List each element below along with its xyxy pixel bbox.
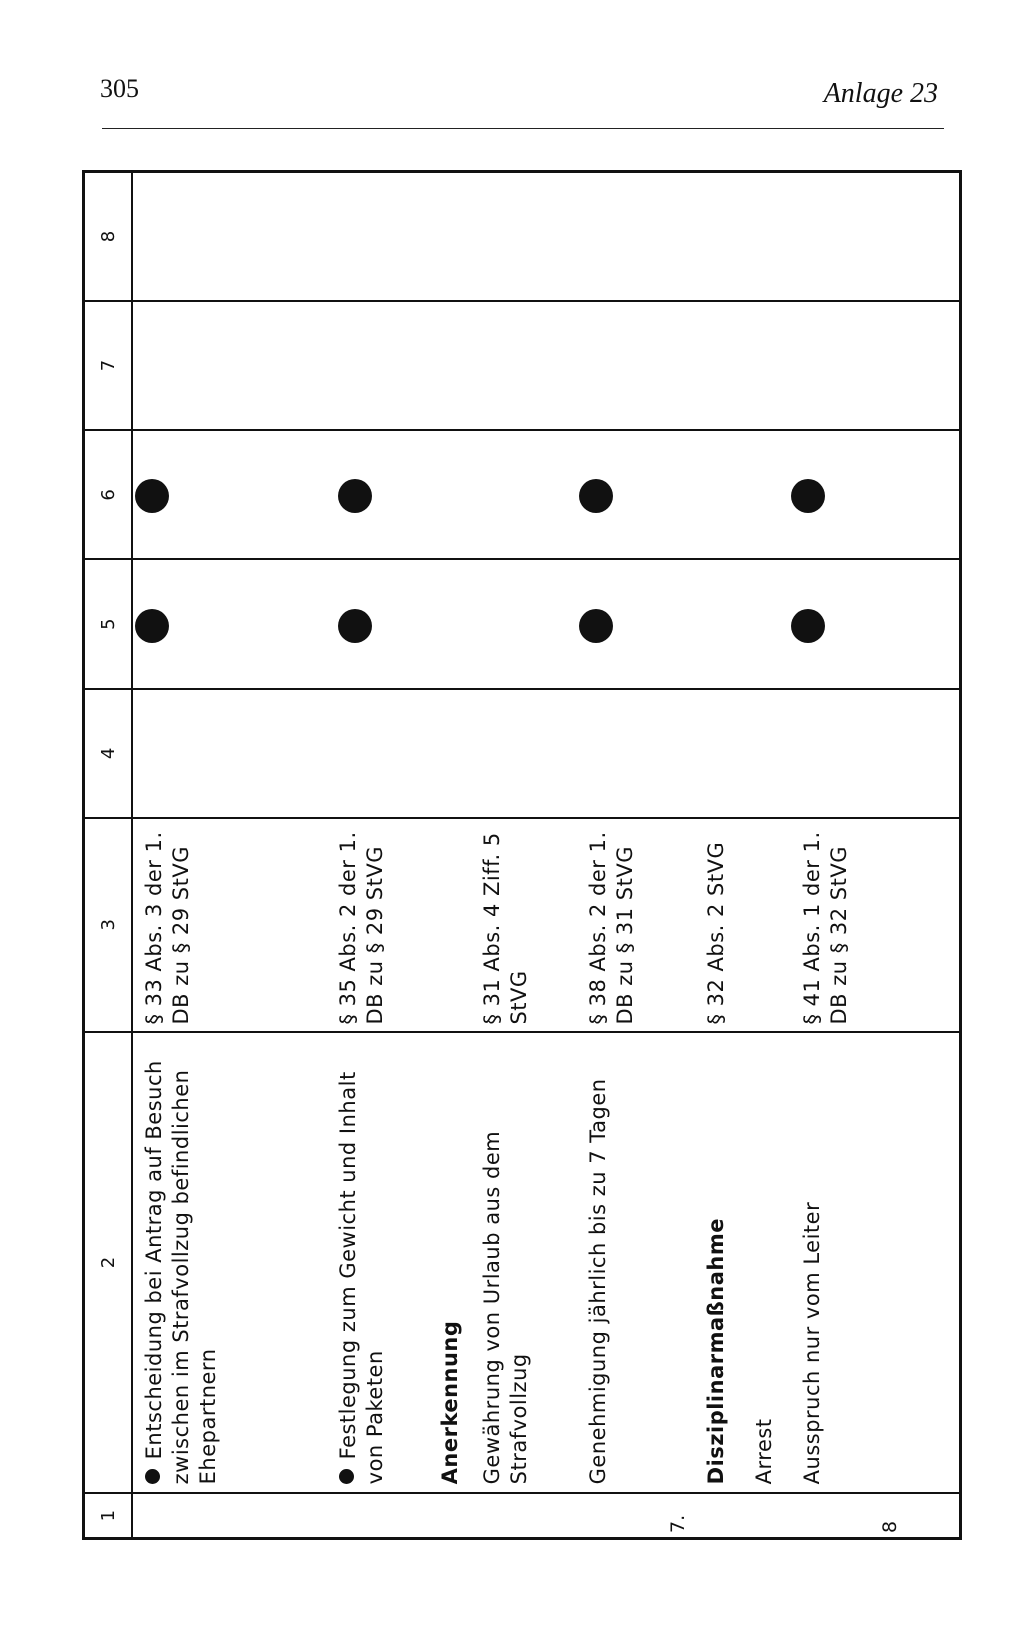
section-title-disziplinarmassnahme: Disziplinarmaßnahme bbox=[704, 1218, 728, 1485]
bullet-mark-row-2-col-5 bbox=[338, 609, 372, 643]
entry-besuch-ehepartner bbox=[141, 1039, 222, 1485]
bullet-icon bbox=[339, 1469, 354, 1484]
reference-row-4: § 38 Abs. 2 der 1. DB zu § 31 StVG bbox=[586, 831, 637, 1025]
column-header-1: 1 bbox=[84, 1493, 133, 1538]
column-header-8: 8 bbox=[84, 172, 133, 301]
rotated-table-container bbox=[82, 170, 954, 1540]
entry-urlaub: Gewährung von Urlaub aus dem Strafvollzug bbox=[480, 1130, 531, 1485]
bullet-mark-row-1-col-6 bbox=[135, 480, 169, 514]
table-body-row bbox=[132, 172, 961, 1539]
bullet-mark-row-6-col-6 bbox=[791, 480, 825, 514]
reference-row-5: § 32 Abs. 2 StVG bbox=[704, 841, 728, 1025]
bullet-mark-row-4-col-6 bbox=[579, 480, 613, 514]
bullet-mark-row-4-col-5 bbox=[579, 609, 613, 643]
bullet-icon bbox=[145, 1469, 160, 1484]
entry-arrest: Arrest bbox=[752, 1418, 776, 1485]
column-4-cell bbox=[132, 689, 961, 818]
column-header-6: 6 bbox=[84, 430, 133, 559]
reference-row-6: § 41 Abs. 1 der 1. DB zu § 32 StVG bbox=[800, 831, 851, 1025]
column-header-2: 2 bbox=[84, 1032, 133, 1494]
column-header-4: 4 bbox=[84, 689, 133, 818]
entry-text: Entscheidung bei Antrag auf Besuch zwischen im Strafvollzug befindlichen Ehepartnern bbox=[142, 1060, 220, 1485]
legal-reference-column-cell bbox=[132, 818, 961, 1031]
section-number-7: 7. bbox=[667, 1514, 689, 1533]
entry-text: Festlegung zum Gewicht und Inhalt von Paketen bbox=[336, 1071, 387, 1485]
measure-column-cell bbox=[132, 1032, 961, 1494]
bullet-mark-row-2-col-6 bbox=[338, 480, 372, 514]
column-7-cell bbox=[132, 301, 961, 430]
column-8-cell bbox=[132, 172, 961, 301]
column-header-3: 3 bbox=[84, 818, 133, 1031]
column-number-row bbox=[84, 172, 133, 1539]
header-rule bbox=[102, 128, 944, 129]
entry-pakete bbox=[335, 1039, 389, 1485]
entry-genehmigung: Genehmigung jährlich bis zu 7 Tagen bbox=[586, 1078, 610, 1485]
bullet-mark-row-6-col-5 bbox=[791, 609, 825, 643]
reference-row-1: § 33 Abs. 3 der 1. DB zu § 29 StVG bbox=[142, 831, 193, 1025]
entry-ausspruch: Ausspruch nur vom Leiter bbox=[800, 1201, 824, 1485]
section-number-8: 8 bbox=[879, 1520, 901, 1533]
reference-row-3: § 31 Abs. 4 Ziff. 5 StVG bbox=[480, 832, 531, 1025]
running-head: Anlage 23 bbox=[823, 78, 938, 109]
section-title-anerkennung: Anerkennung bbox=[438, 1320, 462, 1485]
bullet-mark-row-1-col-5 bbox=[135, 609, 169, 643]
column-6-cell bbox=[132, 430, 961, 559]
column-5-cell bbox=[132, 560, 961, 689]
reference-row-2: § 35 Abs. 2 der 1. DB zu § 29 StVG bbox=[336, 831, 387, 1025]
column-header-5: 5 bbox=[84, 560, 133, 689]
column-header-7: 7 bbox=[84, 301, 133, 430]
authority-table bbox=[82, 170, 962, 1540]
section-number-cell bbox=[132, 1493, 961, 1538]
page-number: 305 bbox=[100, 74, 139, 103]
